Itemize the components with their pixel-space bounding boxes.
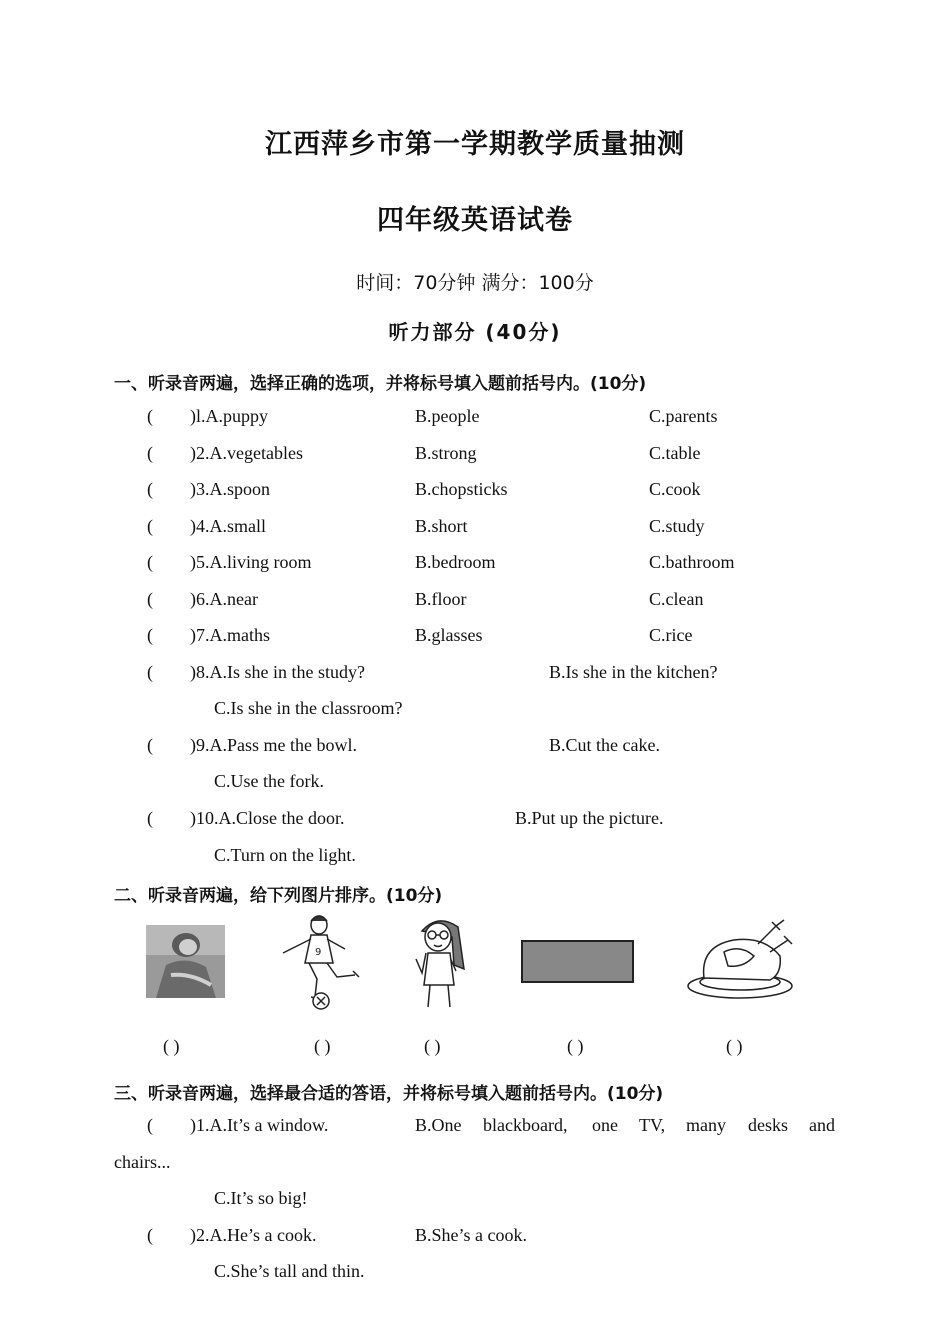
answer-blank-4[interactable]: ( )	[567, 1036, 584, 1056]
part-heading: 听力部分 (40分)	[388, 320, 562, 344]
option-b: B.short	[415, 516, 468, 536]
answer-paren: (	[147, 735, 153, 755]
option-b: B.She’s a cook.	[415, 1225, 527, 1245]
exam-title: 江西萍乡市第一学期教学质量抽测	[265, 129, 685, 160]
option-b-word: one	[592, 1115, 618, 1135]
answer-paren: (	[147, 552, 153, 572]
answer-paren: (	[147, 516, 153, 536]
answer-paren: (	[147, 808, 153, 828]
answer-paren: (	[147, 625, 153, 645]
section3-heading: 三、听录音两遍，选择最合适的答语，并将标号填入题前括号内。(10分)	[114, 1084, 664, 1104]
option-c: C.study	[649, 516, 705, 536]
answer-paren: (	[147, 479, 153, 499]
question-8: )8.A.Is she in the study?	[190, 662, 365, 682]
option-b-continued: chairs...	[114, 1152, 171, 1172]
section2-heading: 二、听录音两遍，给下列图片排序。(10分)	[114, 886, 443, 906]
question-1: )1.A.It’s a window.	[190, 1115, 329, 1135]
option-c: C.She’s tall and thin.	[214, 1261, 365, 1281]
option-c: C.cook	[649, 479, 701, 499]
option-c: C.It’s so big!	[214, 1188, 308, 1208]
question-4: )4.A.small	[190, 516, 266, 536]
option-b-word: many	[686, 1115, 726, 1135]
option-b-word: and	[809, 1115, 835, 1135]
answer-blank-2[interactable]: ( )	[314, 1036, 331, 1056]
option-b: B.chopsticks	[415, 479, 508, 499]
answer-paren: (	[147, 443, 153, 463]
option-b-word: desks	[748, 1115, 788, 1135]
question-6: )6.A.near	[190, 589, 258, 609]
option-c: C.bathroom	[649, 552, 735, 572]
answer-blank-5[interactable]: ( )	[726, 1036, 743, 1056]
answer-blank-1[interactable]: ( )	[163, 1036, 180, 1056]
question-2: )2.A.vegetables	[190, 443, 303, 463]
answer-paren: (	[147, 406, 153, 426]
option-b: B.Cut the cake.	[549, 735, 660, 755]
option-b: B.people	[415, 406, 480, 426]
photo-person-image	[146, 925, 225, 998]
question-1: )l.A.puppy	[190, 406, 268, 426]
option-b: B.strong	[415, 443, 477, 463]
option-b: B.glasses	[415, 625, 483, 645]
question-2: )2.A.He’s a cook.	[190, 1225, 317, 1245]
option-c: C.Turn on the light.	[214, 845, 356, 865]
answer-blank-3[interactable]: ( )	[424, 1036, 441, 1056]
question-10: )10.A.Close the door.	[190, 808, 345, 828]
option-b: B.bedroom	[415, 552, 496, 572]
option-b: B.floor	[415, 589, 467, 609]
answer-paren: (	[147, 662, 153, 682]
question-7: )7.A.maths	[190, 625, 270, 645]
answer-paren: (	[147, 1115, 153, 1135]
option-c: C.Is she in the classroom?	[214, 698, 403, 718]
option-c: C.rice	[649, 625, 693, 645]
option-b-word: B.One	[415, 1115, 462, 1135]
question-5: )5.A.living room	[190, 552, 312, 572]
option-c: C.Use the fork.	[214, 771, 324, 791]
blackboard-image	[521, 940, 634, 983]
soccer-girl-image	[275, 913, 365, 1013]
option-c: C.parents	[649, 406, 718, 426]
option-b: B.Is she in the kitchen?	[549, 662, 718, 682]
exam-subtitle: 四年级英语试卷	[377, 205, 573, 236]
option-b: B.Put up the picture.	[515, 808, 664, 828]
question-3: )3.A.spoon	[190, 479, 270, 499]
exam-meta: 时间：70分钟 满分：100分	[356, 272, 594, 294]
svg-text:9: 9	[315, 947, 322, 958]
option-c: C.clean	[649, 589, 704, 609]
question-9: )9.A.Pass me the bowl.	[190, 735, 357, 755]
option-b-word: TV,	[639, 1115, 666, 1135]
section1-heading: 一、听录音两遍，选择正确的选项，并将标号填入题前括号内。(10分)	[114, 374, 647, 394]
answer-paren: (	[147, 589, 153, 609]
option-b-word: blackboard,	[483, 1115, 568, 1135]
girl-glasses-image	[408, 913, 472, 1009]
option-c: C.table	[649, 443, 701, 463]
roast-chicken-image	[684, 916, 796, 1004]
answer-paren: (	[147, 1225, 153, 1245]
